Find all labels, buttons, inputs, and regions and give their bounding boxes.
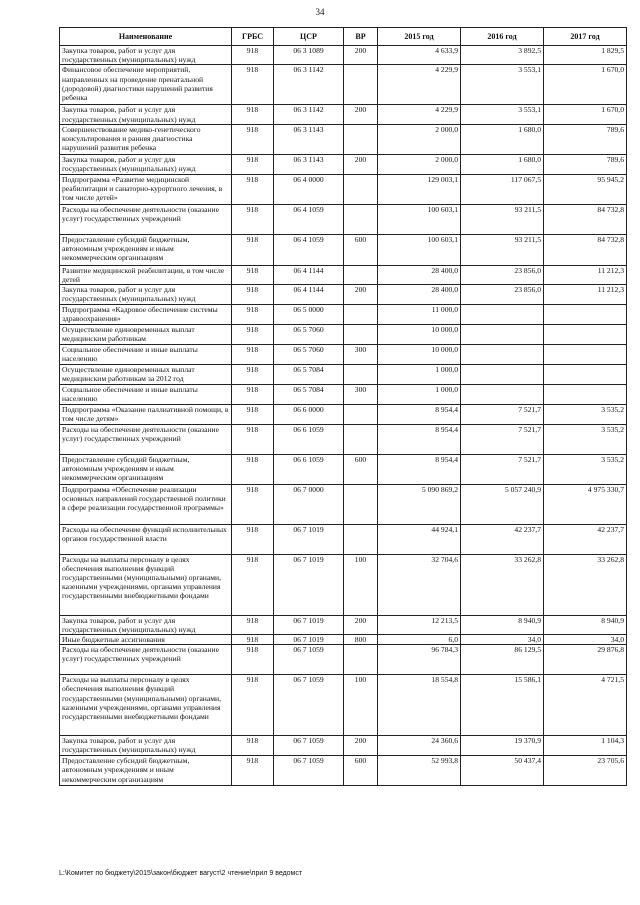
header-row (60, 28, 627, 46)
row-vr: 200 (344, 105, 378, 124)
page-number: 34 (315, 7, 325, 17)
row-grbs: 918 (232, 645, 274, 675)
row-csr: 06 3 1143 (274, 154, 344, 174)
row-vr (344, 65, 378, 105)
table-row (60, 46, 627, 65)
table-row (60, 265, 627, 284)
row-vr: 200 (344, 615, 378, 634)
row-name: Подпрограмма «Развитие медицинской реабилитации и санаторно-курортного лечения, в том числе детей» (60, 174, 232, 204)
table-row (60, 736, 627, 756)
row-csr: 06 4 1059 (274, 234, 344, 265)
row-name: Закупка товаров, работ и услуг для государственных (муниципальных) нужд (60, 105, 232, 124)
table-row (60, 635, 627, 645)
row-value-2017 (544, 344, 627, 364)
row-value-2017: 95 945,2 (544, 174, 627, 204)
row-vr: 100 (344, 675, 378, 736)
row-grbs: 918 (232, 615, 274, 634)
row-vr: 200 (344, 285, 378, 305)
row-grbs: 918 (232, 756, 274, 786)
row-grbs: 918 (232, 204, 274, 234)
row-value-2016: 23 856,0 (461, 285, 544, 305)
row-vr (344, 524, 378, 554)
row-name: Расходы на выплаты персоналу в целях обеспечения выполнения функций государственными (муниципальными) органами, казенными учреждениями, органами управления государственными внебюджетными фондами (60, 554, 232, 615)
row-value-2016: 15 586,1 (461, 675, 544, 736)
row-value-2017: 1 829,5 (544, 46, 627, 65)
row-value-2015: 24 360,6 (378, 736, 461, 756)
row-vr: 200 (344, 154, 378, 174)
row-name: Расходы на обеспечение деятельности (оказание услуг) государственных учреждений (60, 645, 232, 675)
row-value-2017 (544, 305, 627, 324)
row-vr: 300 (344, 384, 378, 404)
table-row (60, 756, 627, 786)
row-value-2016 (461, 384, 544, 404)
row-grbs: 918 (232, 154, 274, 174)
row-value-2017: 4 721,5 (544, 675, 627, 736)
table-row (60, 174, 627, 204)
row-value-2015: 96 784,3 (378, 645, 461, 675)
row-vr: 600 (344, 234, 378, 265)
row-grbs: 918 (232, 736, 274, 756)
row-value-2016 (461, 364, 544, 384)
row-value-2016: 86 129,5 (461, 645, 544, 675)
table-row (60, 615, 627, 634)
row-csr: 06 7 1019 (274, 635, 344, 645)
row-value-2016: 33 262,8 (461, 554, 544, 615)
row-value-2016: 19 370,9 (461, 736, 544, 756)
row-name: Закупка товаров, работ и услуг для государственных (муниципальных) нужд (60, 736, 232, 756)
row-value-2015: 11 000,0 (378, 305, 461, 324)
row-value-2017: 3 535,2 (544, 424, 627, 454)
table-row (60, 484, 627, 524)
row-name: Финансовое обеспечение мероприятий, направленных на проведение пренатальной (дородовой) диагностики нарушений развития ребенка (60, 65, 232, 105)
row-csr: 06 4 1059 (274, 204, 344, 234)
table-row (60, 344, 627, 364)
row-vr (344, 124, 378, 154)
row-value-2017: 1 104,3 (544, 736, 627, 756)
row-value-2017: 789,6 (544, 124, 627, 154)
row-vr (344, 324, 378, 344)
row-value-2016: 42 237,7 (461, 524, 544, 554)
row-value-2015: 129 003,1 (378, 174, 461, 204)
row-value-2016 (461, 344, 544, 364)
table-row (60, 124, 627, 154)
row-value-2016: 3 553,1 (461, 105, 544, 124)
row-grbs: 918 (232, 105, 274, 124)
row-value-2017: 33 262,8 (544, 554, 627, 615)
row-csr: 06 7 1019 (274, 615, 344, 634)
row-value-2017: 84 732,8 (544, 204, 627, 234)
row-csr: 06 7 1059 (274, 736, 344, 756)
row-value-2015: 2 000,0 (378, 154, 461, 174)
row-name: Расходы на обеспечение функций исполнительных органов государственной власти (60, 524, 232, 554)
row-grbs: 918 (232, 305, 274, 324)
row-name: Осуществление единовременных выплат медицинским работникам (60, 324, 232, 344)
row-vr (344, 265, 378, 284)
row-csr: 06 6 1059 (274, 424, 344, 454)
row-grbs: 918 (232, 484, 274, 524)
row-value-2015: 28 400,0 (378, 285, 461, 305)
row-name: Закупка товаров, работ и услуг для государственных (муниципальных) нужд (60, 46, 232, 65)
row-vr: 600 (344, 454, 378, 484)
table-row (60, 404, 627, 424)
row-name: Закупка товаров, работ и услуг для государственных (муниципальных) нужд (60, 285, 232, 305)
row-grbs: 918 (232, 174, 274, 204)
row-name: Расходы на выплаты персоналу в целях обеспечения выполнения функций государственными (муниципальными) органами, казенными учреждениями, органами управления государственными внебюджетными фондами (60, 675, 232, 736)
row-value-2017: 84 732,8 (544, 234, 627, 265)
row-csr: 06 4 0000 (274, 174, 344, 204)
row-grbs: 918 (232, 554, 274, 615)
row-value-2016: 93 211,5 (461, 204, 544, 234)
row-value-2017: 789,6 (544, 154, 627, 174)
row-value-2015: 6,0 (378, 635, 461, 645)
table-row (60, 384, 627, 404)
header-name: Наименование (60, 28, 232, 46)
table-row (60, 424, 627, 454)
header-2016: 2016 год (461, 28, 544, 46)
row-name: Предоставление субсидий бюджетным, автономным учреждениям и иным некоммерческим организациям (60, 756, 232, 786)
row-value-2016: 3 553,1 (461, 65, 544, 105)
table-row (60, 645, 627, 675)
row-grbs: 918 (232, 404, 274, 424)
row-csr: 06 5 7060 (274, 344, 344, 364)
file-path-footer: L:\Комитет по бюджету\2015\закон\бюджет вагуст\2 чтение\прил 9 ведомст (59, 870, 303, 877)
row-vr (344, 364, 378, 384)
row-vr: 300 (344, 344, 378, 364)
row-value-2016: 7 521,7 (461, 424, 544, 454)
row-value-2017: 23 705,6 (544, 756, 627, 786)
row-vr: 200 (344, 46, 378, 65)
row-value-2016: 93 211,5 (461, 234, 544, 265)
row-name: Расходы на обеспечение деятельности (оказание услуг) государственных учреждений (60, 204, 232, 234)
row-vr (344, 424, 378, 454)
row-csr: 06 3 1089 (274, 46, 344, 65)
table-row (60, 364, 627, 384)
row-value-2016: 34,0 (461, 635, 544, 645)
header-2017: 2017 год (544, 28, 627, 46)
row-value-2016 (461, 324, 544, 344)
row-name: Подпрограмма «Обеспечение реализации основных направлений государственной политики в сфере реализации государственной программы» (60, 484, 232, 524)
budget-table (59, 27, 627, 786)
row-grbs: 918 (232, 234, 274, 265)
row-grbs: 918 (232, 454, 274, 484)
row-csr: 06 5 0000 (274, 305, 344, 324)
row-value-2017: 3 535,2 (544, 404, 627, 424)
row-csr: 06 7 1019 (274, 524, 344, 554)
row-vr: 200 (344, 736, 378, 756)
row-name: Предоставление субсидий бюджетным, автономным учреждениям и иным некоммерческим организациям (60, 454, 232, 484)
header-csr: ЦСР (274, 28, 344, 46)
row-value-2016: 3 892,5 (461, 46, 544, 65)
row-name: Развитие медицинской реабилитации, в том числе детей (60, 265, 232, 284)
table-row (60, 234, 627, 265)
row-value-2015: 5 090 869,2 (378, 484, 461, 524)
row-value-2015: 100 603,1 (378, 234, 461, 265)
row-csr: 06 3 1142 (274, 105, 344, 124)
row-value-2016: 23 856,0 (461, 265, 544, 284)
row-grbs: 918 (232, 324, 274, 344)
row-grbs: 918 (232, 424, 274, 454)
row-value-2016: 8 940,9 (461, 615, 544, 634)
row-value-2017: 29 876,8 (544, 645, 627, 675)
row-name: Подпрограмма «Кадровое обеспечение системы здравоохранения» (60, 305, 232, 324)
row-name: Иные бюджетные ассигнования (60, 635, 232, 645)
table-row (60, 324, 627, 344)
row-vr (344, 305, 378, 324)
row-name: Закупка товаров, работ и услуг для государственных (муниципальных) нужд (60, 154, 232, 174)
row-vr (344, 484, 378, 524)
row-csr: 06 3 1143 (274, 124, 344, 154)
row-csr: 06 7 1059 (274, 756, 344, 786)
row-name: Социальное обеспечение и иные выплаты населению (60, 344, 232, 364)
row-vr: 800 (344, 635, 378, 645)
row-value-2015: 1 000,0 (378, 364, 461, 384)
header-grbs: ГРБС (232, 28, 274, 46)
row-value-2017: 3 535,2 (544, 454, 627, 484)
row-value-2016: 7 521,7 (461, 454, 544, 484)
row-csr: 06 4 1144 (274, 285, 344, 305)
row-value-2017 (544, 364, 627, 384)
row-vr (344, 645, 378, 675)
row-value-2017: 1 670,0 (544, 65, 627, 105)
header-vr: ВР (344, 28, 378, 46)
row-value-2016: 5 057 240,9 (461, 484, 544, 524)
row-vr: 600 (344, 756, 378, 786)
row-csr: 06 7 1059 (274, 675, 344, 736)
row-value-2015: 8 954,4 (378, 454, 461, 484)
row-value-2015: 8 954,4 (378, 424, 461, 454)
row-csr: 06 7 1019 (274, 554, 344, 615)
table-row (60, 105, 627, 124)
table-row (60, 454, 627, 484)
table-row (60, 524, 627, 554)
row-value-2015: 1 000,0 (378, 384, 461, 404)
row-vr (344, 204, 378, 234)
row-name: Расходы на обеспечение деятельности (оказание услуг) государственных учреждений (60, 424, 232, 454)
row-value-2017: 34,0 (544, 635, 627, 645)
row-value-2016: 1 680,0 (461, 154, 544, 174)
row-csr: 06 5 7060 (274, 324, 344, 344)
row-csr: 06 7 0000 (274, 484, 344, 524)
row-csr: 06 3 1142 (274, 65, 344, 105)
row-value-2016: 117 067,5 (461, 174, 544, 204)
row-value-2015: 10 000,0 (378, 344, 461, 364)
row-name: Подпрограмма «Оказание паллиативной помощи, в том числе детям» (60, 404, 232, 424)
row-grbs: 918 (232, 46, 274, 65)
row-value-2015: 52 993,8 (378, 756, 461, 786)
row-value-2015: 8 954,4 (378, 404, 461, 424)
row-value-2017: 1 670,0 (544, 105, 627, 124)
row-value-2017: 42 237,7 (544, 524, 627, 554)
row-vr (344, 174, 378, 204)
row-value-2017 (544, 324, 627, 344)
table-row (60, 675, 627, 736)
row-name: Предоставление субсидий бюджетным, автономным учреждениям и иным некоммерческим организациям (60, 234, 232, 265)
row-grbs: 918 (232, 675, 274, 736)
row-grbs: 918 (232, 65, 274, 105)
row-csr: 06 5 7084 (274, 384, 344, 404)
row-value-2015: 4 229,9 (378, 105, 461, 124)
row-value-2017 (544, 384, 627, 404)
row-name: Осуществление единовременных выплат медицинским работникам за 2012 год (60, 364, 232, 384)
row-grbs: 918 (232, 384, 274, 404)
row-value-2016: 50 437,4 (461, 756, 544, 786)
row-name: Социальное обеспечение и иные выплаты населению (60, 384, 232, 404)
row-grbs: 918 (232, 124, 274, 154)
header-2015: 2015 год (378, 28, 461, 46)
row-csr: 06 5 7084 (274, 364, 344, 384)
row-value-2015: 32 704,6 (378, 554, 461, 615)
row-grbs: 918 (232, 635, 274, 645)
row-grbs: 918 (232, 285, 274, 305)
row-value-2017: 11 212,3 (544, 265, 627, 284)
table-row (60, 65, 627, 105)
row-grbs: 918 (232, 265, 274, 284)
row-csr: 06 7 1059 (274, 645, 344, 675)
table-row (60, 554, 627, 615)
row-value-2016 (461, 305, 544, 324)
row-value-2015: 12 213,5 (378, 615, 461, 634)
row-name: Закупка товаров, работ и услуг для государственных (муниципальных) нужд (60, 615, 232, 634)
row-grbs: 918 (232, 344, 274, 364)
row-value-2015: 4 229,9 (378, 65, 461, 105)
row-value-2015: 100 603,1 (378, 204, 461, 234)
table-row (60, 305, 627, 324)
row-csr: 06 6 1059 (274, 454, 344, 484)
row-grbs: 918 (232, 524, 274, 554)
row-value-2017: 11 212,3 (544, 285, 627, 305)
row-value-2015: 28 400,0 (378, 265, 461, 284)
row-value-2016: 7 521,7 (461, 404, 544, 424)
table-row (60, 154, 627, 174)
row-value-2015: 44 924,1 (378, 524, 461, 554)
row-value-2015: 2 000,0 (378, 124, 461, 154)
row-value-2017: 4 975 330,7 (544, 484, 627, 524)
row-vr (344, 404, 378, 424)
row-name: Совершенствование медико-генетического консультирования и ранняя диагностика нарушений развития ребенка (60, 124, 232, 154)
table-row (60, 285, 627, 305)
row-value-2016: 1 680,0 (461, 124, 544, 154)
row-value-2015: 10 000,0 (378, 324, 461, 344)
row-value-2017: 8 940,9 (544, 615, 627, 634)
row-vr: 100 (344, 554, 378, 615)
row-value-2015: 18 554,8 (378, 675, 461, 736)
row-grbs: 918 (232, 364, 274, 384)
row-csr: 06 4 1144 (274, 265, 344, 284)
row-value-2015: 4 633,9 (378, 46, 461, 65)
table-row (60, 204, 627, 234)
row-csr: 06 6 0000 (274, 404, 344, 424)
